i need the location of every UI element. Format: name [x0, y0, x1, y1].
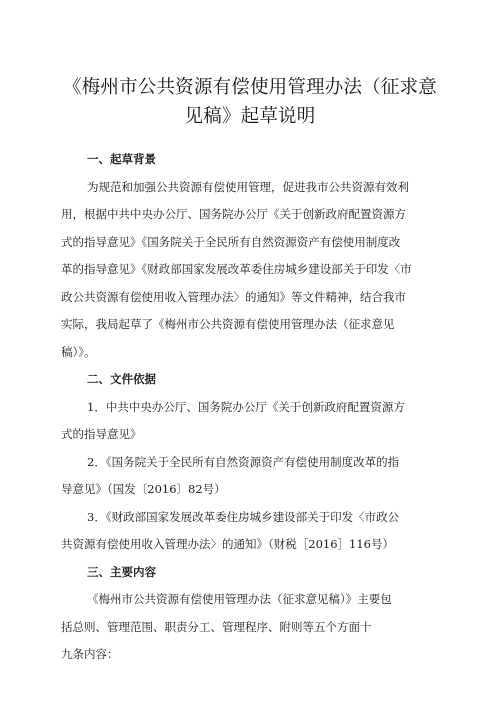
- title-line-2: 见稿》起草说明: [184, 106, 316, 127]
- section-1-line-4: 革的指导意见》《财政部国家发展改革委住房城乡建设部关于印发〈市: [61, 262, 412, 276]
- document-body: [61, 146, 441, 669]
- document-title: [60, 73, 440, 131]
- basis-item-2-line-1: 2．《国务院关于全民所有自然资源资产有偿使用制度改革的指: [87, 454, 400, 469]
- section-3-line-2: 括总则、管理范围、职责分工、管理程序、附则等五个方面十: [61, 619, 372, 634]
- section-1-line-2: 用，根据中共中央办公厅、国务院办公厅《关于创新政府配置资源方: [61, 207, 406, 221]
- section-2-heading: 二、文件依据: [87, 372, 156, 386]
- basis-item-1-line-2: 式的指导意见》: [61, 427, 142, 441]
- section-1-line-5: 政公共资源有偿使用收入管理办法〉的通知》等文件精神，结合我市: [61, 289, 406, 304]
- section-3-line-1: 《梅州市公共资源有偿使用管理办法（征求意见稿）》主要包: [87, 592, 392, 606]
- section-1-line-6: 实际，我局起草了《梅州市公共资源有偿使用管理办法（征求意见: [61, 317, 395, 331]
- section-1-line-7: 稿）》。: [61, 344, 96, 359]
- title-line-1: 《梅州市公共资源有偿使用管理办法（征求意: [62, 77, 437, 98]
- basis-item-2-line-2: 导意见》（国发〔2016〕82号）: [61, 482, 226, 496]
- section-1-heading: 一、起草背景: [87, 152, 156, 166]
- basis-item-3-line-2: 共资源有偿使用收入管理办法〉的通知》（财税［2016］116号）: [61, 537, 394, 551]
- basis-item-3-line-1: 3．《财政部国家发展改革委住房城乡建设部关于印发〈市政公: [87, 509, 400, 524]
- section-3-heading: 三、主要内容: [87, 564, 156, 579]
- section-1-line-1: 为规范和加强公共资源有偿使用管理，促进我市公共资源有效利: [87, 179, 409, 194]
- basis-item-1-line-1: 1．中共中央办公厅、国务院办公厅《关于创新政府配置资源方: [87, 399, 405, 414]
- section-3-line-3: 九条内容：: [61, 647, 119, 661]
- section-1-line-3: 式的指导意见》《国务院关于全民所有自然资源资产有偿使用制度改: [61, 234, 401, 249]
